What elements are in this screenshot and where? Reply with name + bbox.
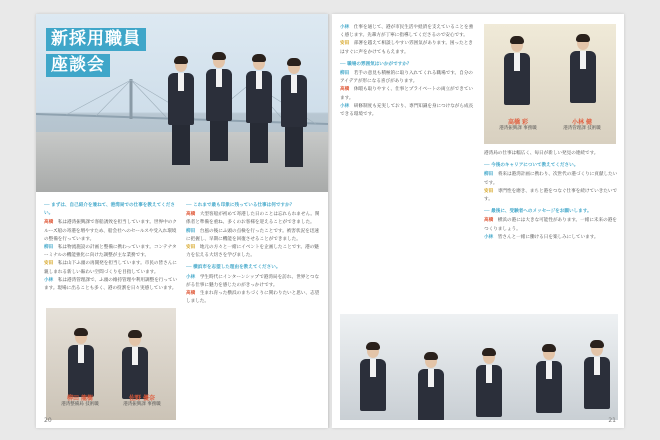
person-figure — [122, 332, 148, 399]
speaker-name: 高橋 — [484, 218, 494, 224]
person-figure — [584, 342, 610, 409]
answer-text: 私は港湾管理課で、ふ頭の維持管理や利用調整を行っています。現場に出ることも多く、港の役割を日々実感しています。 — [44, 277, 178, 292]
person-figure — [570, 36, 596, 103]
speaker-name: 安田 — [484, 188, 494, 194]
caption-name: 高橋 彩 — [507, 119, 529, 126]
group-photo — [340, 314, 618, 420]
title-line-2: 座談会 — [46, 54, 110, 77]
answer-paragraph — [340, 40, 476, 56]
answer-text: 港湾局の仕事は幅広く、毎日が新しい発見の連続です。 — [484, 151, 599, 156]
answer-paragraph — [484, 150, 618, 158]
answer-text: 部署を越えて相談しやすい雰囲気があります。困ったときはすぐに声をかけてもらえます。 — [340, 41, 473, 55]
question-heading: ── まずは、自己紹介を兼ねて、港湾局での仕事を教えてください。 — [44, 203, 175, 217]
caption-name: 小林 健 — [571, 119, 593, 126]
answer-text: 私は山下ふ頭の再開発を担当しています。市民の皆さんに親しまれる新しい賑わい空間づくりを目指しています。 — [44, 261, 177, 275]
caption-name: 柳田 龍樹 — [66, 395, 94, 402]
speaker-name: 小林 — [340, 103, 350, 109]
right-page — [332, 14, 624, 428]
question-heading: ── 最後に、受験者へのメッセージをお願いします。 — [484, 209, 592, 215]
person-figure — [68, 330, 94, 397]
answer-text: 仕事を通じて、港が市民生活や経済を支えていることを強く感じます。先輩方が丁寧に指導してくださるので安心です。 — [340, 25, 474, 39]
caption-info: 港湾管理課 技術職 — [563, 126, 601, 131]
answer-text: 私は物流施設の計画と整備に携わっています。コンテナターミナルの機能強化に向けた調整が主な業務です。 — [44, 245, 177, 259]
caption-info: 港湾振興課 事務職 — [499, 126, 537, 131]
caption-info: 港湾振興課 事務職 — [123, 402, 161, 407]
answer-paragraph — [484, 217, 618, 233]
answer-paragraph — [484, 234, 618, 242]
answer-text: 皆さんと一緒に働ける日を楽しみにしています。 — [497, 234, 599, 240]
right-column-1 — [340, 24, 476, 308]
speaker-name: 安田 — [44, 261, 54, 267]
speaker-name: 安田 — [186, 245, 196, 251]
speaker-name: 高橋 — [44, 220, 54, 226]
person-figure — [246, 56, 272, 163]
speaker-name: 高橋 — [186, 212, 196, 218]
question-heading: ── 今後のキャリアについて教えてください。 — [484, 163, 579, 169]
speaker-name: 小林 — [340, 25, 350, 30]
question-heading: ── これまで最も印象に残っている仕事は何ですか？ — [186, 203, 295, 208]
speaker-name: 小林 — [186, 274, 196, 280]
speaker-name: 安田 — [340, 41, 350, 47]
answer-paragraph — [44, 277, 178, 293]
answer-paragraph — [340, 70, 476, 86]
answer-text: 生まれ育った横浜のまちづくりに関わりたいと思い、志望しました。 — [186, 291, 320, 305]
person-figure — [281, 60, 307, 167]
answer-paragraph — [340, 24, 476, 40]
answer-paragraph — [340, 103, 476, 119]
speaker-name: 高橋 — [186, 291, 196, 297]
right-column-2 — [484, 150, 618, 308]
answer-text: 地元の方々と一緒にイベントを企画したことです。港の魅力を伝える大切さを学びました。 — [186, 245, 319, 259]
answer-text: 横浜の港には大きな可能性があります。一緒に未来の港をつくりましょう。 — [484, 218, 617, 232]
person-figure — [206, 54, 232, 161]
answer-paragraph — [44, 260, 178, 276]
answer-text: 台風の後にふ頭の点検を行ったことです。被害状況を迅速に把握し、早期に機能を回復させることができました。 — [186, 228, 319, 242]
answer-text: 将来は港湾計画に携わり、次世代の港づくりに貢献したいです。 — [484, 172, 618, 186]
person-figure — [418, 354, 444, 420]
caption-info: 港湾整備局 技術職 — [61, 402, 99, 407]
answer-paragraph — [186, 290, 320, 306]
photo-caption — [52, 396, 108, 408]
person-figure — [536, 346, 562, 413]
photo-caption — [112, 396, 172, 408]
staff-photo — [484, 24, 616, 144]
answer-text: 学生時代にインターンシップで港湾局を訪れ、世界とつながる仕事に魅力を感じたのがきっかけです。 — [186, 274, 320, 288]
speaker-name: 柳田 — [186, 228, 196, 234]
answer-paragraph — [44, 219, 178, 244]
page-number: 20 — [44, 417, 52, 424]
spread-title — [46, 28, 146, 80]
answer-paragraph — [186, 274, 320, 290]
speaker-name: 高橋 — [340, 87, 350, 93]
person-figure — [504, 38, 530, 105]
answer-text: 研修制度も充実しており、専門知識を身につけながら成長できる環境です。 — [340, 103, 474, 118]
person-figure — [168, 58, 194, 165]
left-column-2 — [186, 198, 320, 420]
question-heading: ── 職場の雰囲気はいかがですか？ — [340, 61, 412, 67]
photo-caption — [488, 120, 548, 132]
left-page — [36, 14, 328, 428]
question-heading: ── 横浜市を志望した理由を教えてください。 — [186, 265, 281, 271]
answer-text: 専門性を磨き、まちと港をつなぐ仕事を続けていきたいです。 — [484, 188, 618, 203]
person-figure — [476, 350, 502, 417]
answer-paragraph — [44, 244, 178, 260]
speaker-name: 柳田 — [340, 71, 350, 77]
answer-paragraph — [186, 211, 320, 227]
title-line-1: 新採用職員 — [46, 28, 146, 51]
speaker-name: 小林 — [44, 277, 54, 283]
speaker-name: 小林 — [484, 234, 494, 240]
photo-caption — [552, 120, 612, 132]
answer-paragraph — [186, 244, 320, 260]
answer-text: 大型客船が初めて寄港した日のことは忘れられません。関係者と準備を重ね、多くのお客様を迎えることができました。 — [186, 212, 320, 226]
caption-name: 佐野 優奈 — [128, 395, 156, 402]
page-number: 21 — [608, 417, 616, 424]
speaker-name: 柳田 — [44, 245, 54, 251]
left-column-1 — [44, 198, 178, 306]
hero-photo — [36, 14, 328, 192]
answer-paragraph — [484, 171, 618, 187]
answer-paragraph — [186, 228, 320, 244]
answer-text: 休暇も取りやすく、仕事とプライベートの両立ができています。 — [340, 87, 474, 101]
answer-text: 私は港湾振興課で客船誘致を担当しています。世界中のクルーズ船の寄港を増やすため、船会社へのセールスや受入れ環境の整備を行っています。 — [44, 220, 177, 242]
speaker-name: 柳田 — [484, 172, 494, 178]
answer-text: 若手の意見も積極的に取り入れてくれる職場です。自分のアイデアが形になる喜びがあります。 — [340, 71, 473, 85]
answer-paragraph — [484, 188, 618, 204]
answer-paragraph — [340, 86, 476, 102]
person-figure — [360, 344, 386, 411]
staff-photo — [46, 308, 176, 420]
